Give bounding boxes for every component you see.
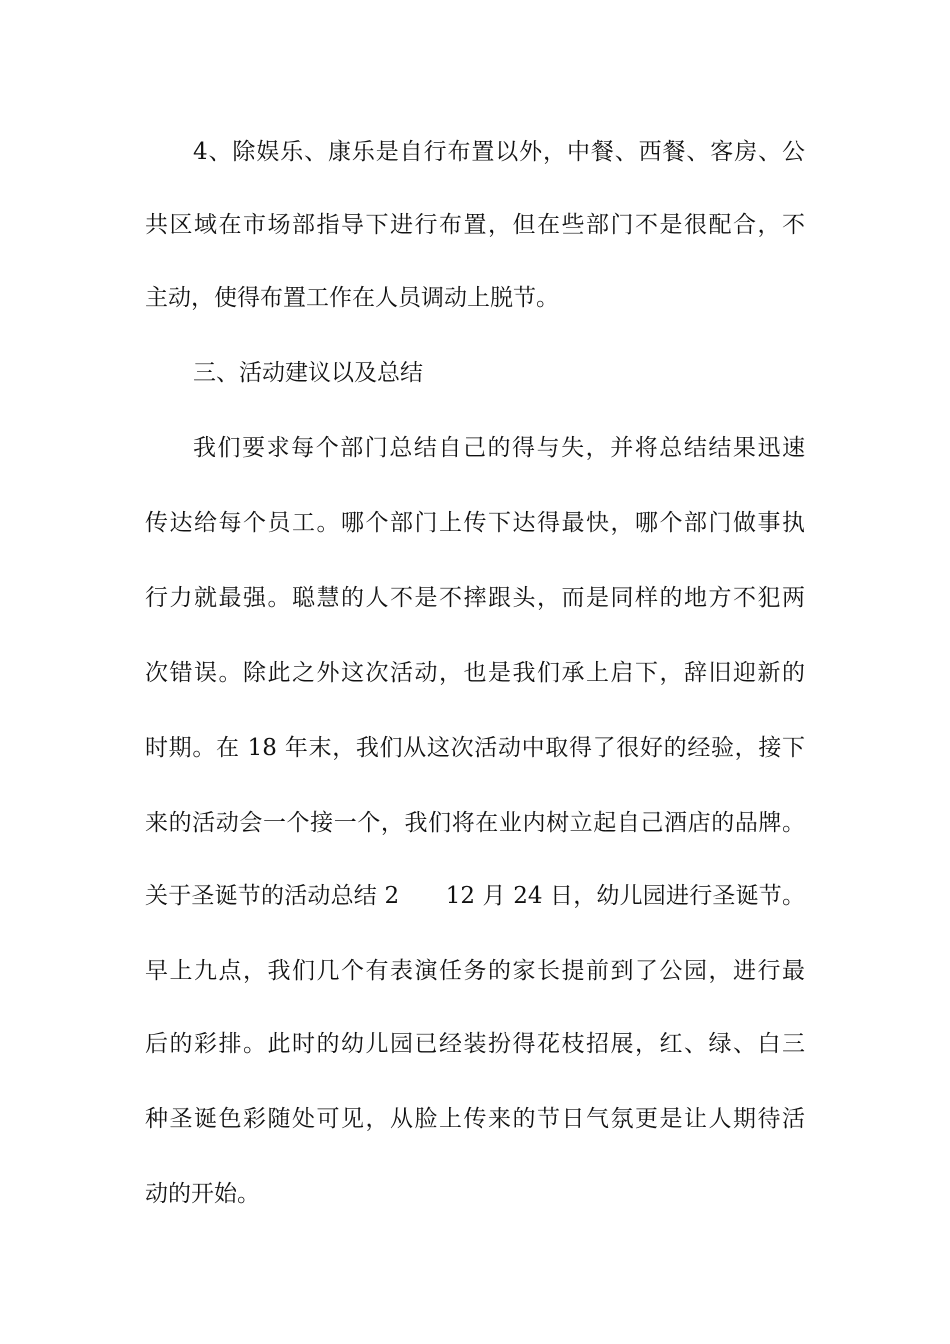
paragraph-line: 关于圣诞节的活动总结 2 12 月 24 日，幼儿园进行圣诞节。 [145, 883, 805, 909]
paragraph-line: 时期。在 18 年末，我们从这次活动中取得了很好的经验，接下 [145, 735, 805, 761]
paragraph-line: 种圣诞色彩随处可见，从脸上传来的节日气氛更是让人期待活 [145, 1106, 805, 1132]
paragraph-line: 行力就最强。聪慧的人不是不摔跟头，而是同样的地方不犯两 [145, 585, 805, 611]
section-heading: 三、活动建议以及总结 [193, 360, 423, 386]
paragraph-line: 4、除娱乐、康乐是自行布置以外，中餐、西餐、客房、公 [193, 139, 805, 165]
paragraph-line: 我们要求每个部门总结自己的得与失，并将总结结果迅速 [193, 435, 805, 461]
paragraph-line: 来的活动会一个接一个，我们将在业内树立起自己酒店的品牌。 [145, 810, 805, 836]
paragraph-line: 后的彩排。此时的幼儿园已经装扮得花枝招展，红、绿、白三 [145, 1031, 805, 1057]
paragraph-line: 共区域在市场部指导下进行布置，但在些部门不是很配合，不 [145, 212, 805, 238]
paragraph-line: 早上九点，我们几个有表演任务的家长提前到了公园，进行最 [145, 958, 805, 984]
paragraph-line: 动的开始。 [145, 1181, 260, 1207]
paragraph-line: 传达给每个员工。哪个部门上传下达得最快，哪个部门做事执 [145, 510, 805, 536]
paragraph-line: 主动，使得布置工作在人员调动上脱节。 [145, 285, 559, 311]
paragraph-line: 次错误。除此之外这次活动，也是我们承上启下，辞旧迎新的 [145, 660, 805, 686]
